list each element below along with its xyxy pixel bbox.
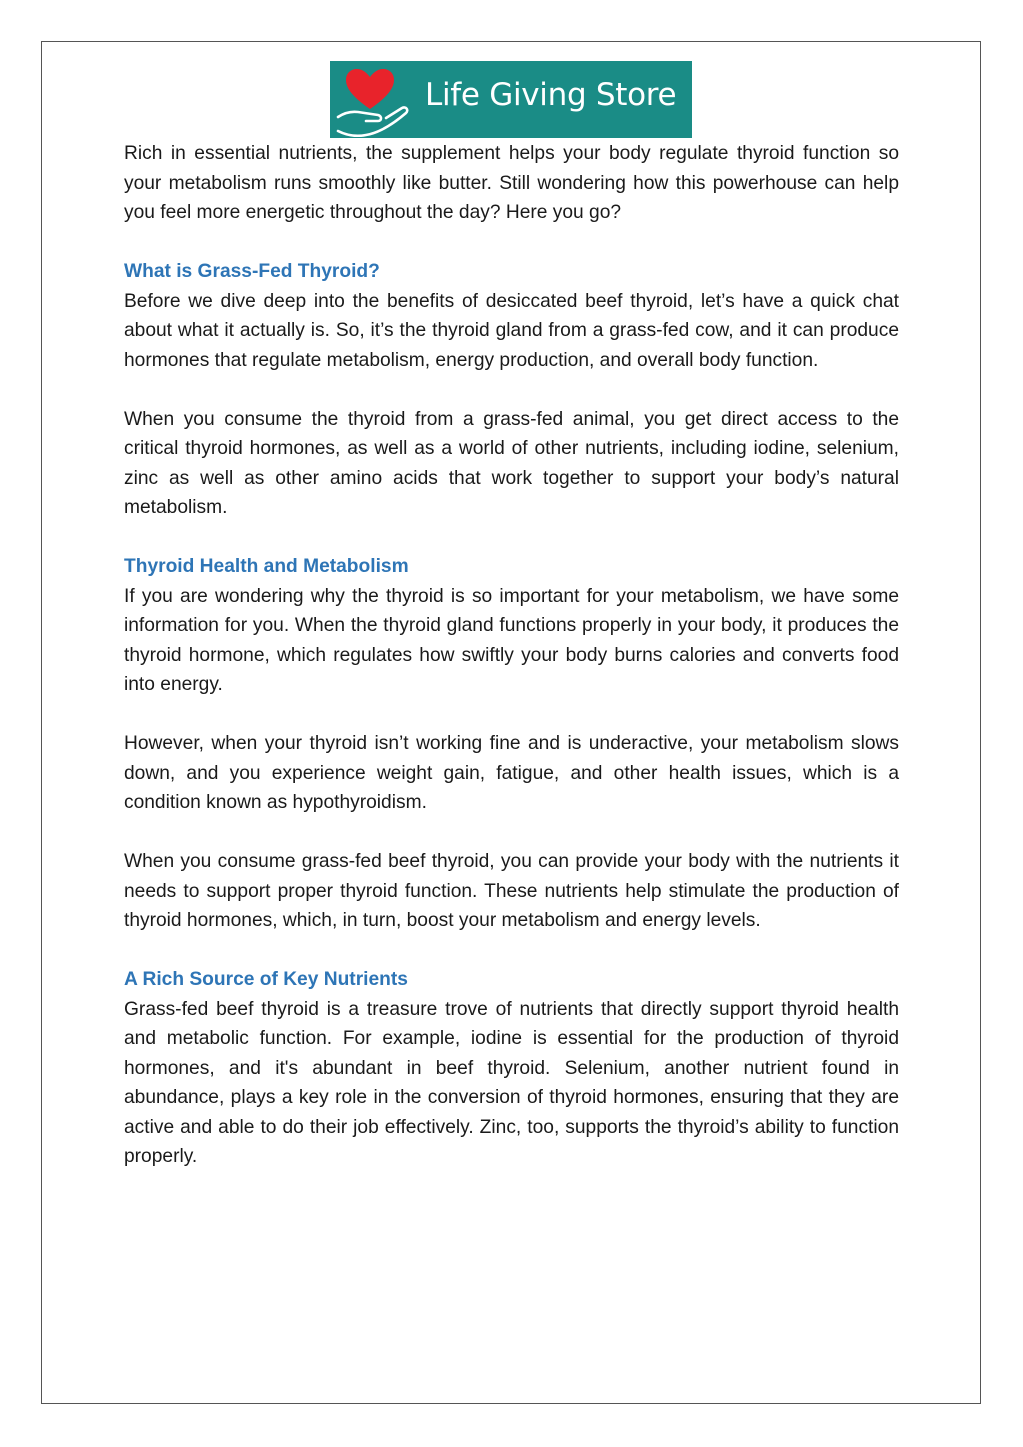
paragraph: Before we dive deep into the benefits of desiccated beef thyroid, let’s have a quick chat about what it actually is. So, it’s the thyroid gland from a grass-fed cow, and it can produce hormones that regulate metabolism, energy production, and overall body function. [124,290,899,371]
document-body [124,139,899,1172]
section-heading-thyroid-health: Thyroid Health and Metabolism [124,556,409,577]
store-logo [330,61,692,138]
intro-paragraph: Rich in essential nutrients, the supplement helps your body regulate thyroid function so your metabolism runs smoothly like butter. Still wondering how this powerhouse can help you feel more energetic throughout the day? Here you go? [124,143,899,223]
logo-text: Life Giving Store [425,77,677,113]
paragraph: When you consume grass-fed beef thyroid, you can provide your body with the nutrients it needs to support proper thyroid function. These nutrients help stimulate the production of thyroid hormones, which, in turn, boost your metabolism and energy levels. [124,851,899,931]
paragraph: However, when your thyroid isn’t working fine and is underactive, your metabolism slows down, and you experience weight gain, fatigue, and other health issues, which is a condition known as hypothyroidism. [124,733,899,813]
paragraph: When you consume the thyroid from a grass-fed animal, you get direct access to the critical thyroid hormones, as well as a world of other nutrients, including iodine, selenium, zinc as well as other amino acids that work together to support your body’s natural metabolism. [124,408,899,518]
section-heading-grass-fed-thyroid: What is Grass-Fed Thyroid? [124,261,380,282]
section-heading-key-nutrients: A Rich Source of Key Nutrients [124,969,408,990]
heart-hand-icon [334,65,414,137]
paragraph: If you are wondering why the thyroid is so important for your metabolism, we have some information for you. When the thyroid gland functions properly in your body, it produces the thyroid hormone, which regulates how swiftly your body burns calories and converts food into energy. [124,585,899,695]
paragraph: Grass-fed beef thyroid is a treasure trove of nutrients that directly support thyroid health and metabolic function. For example, iodine is essential for the production of thyroid hormones, and it's abundant in beef thyroid. Selenium, another nutrient found in abundance, plays a key role in the conversion of thyroid hormones, ensuring that they are active and able to do their job effectively. Zinc, too, supports the thyroid’s ability to function properly. [124,998,899,1167]
